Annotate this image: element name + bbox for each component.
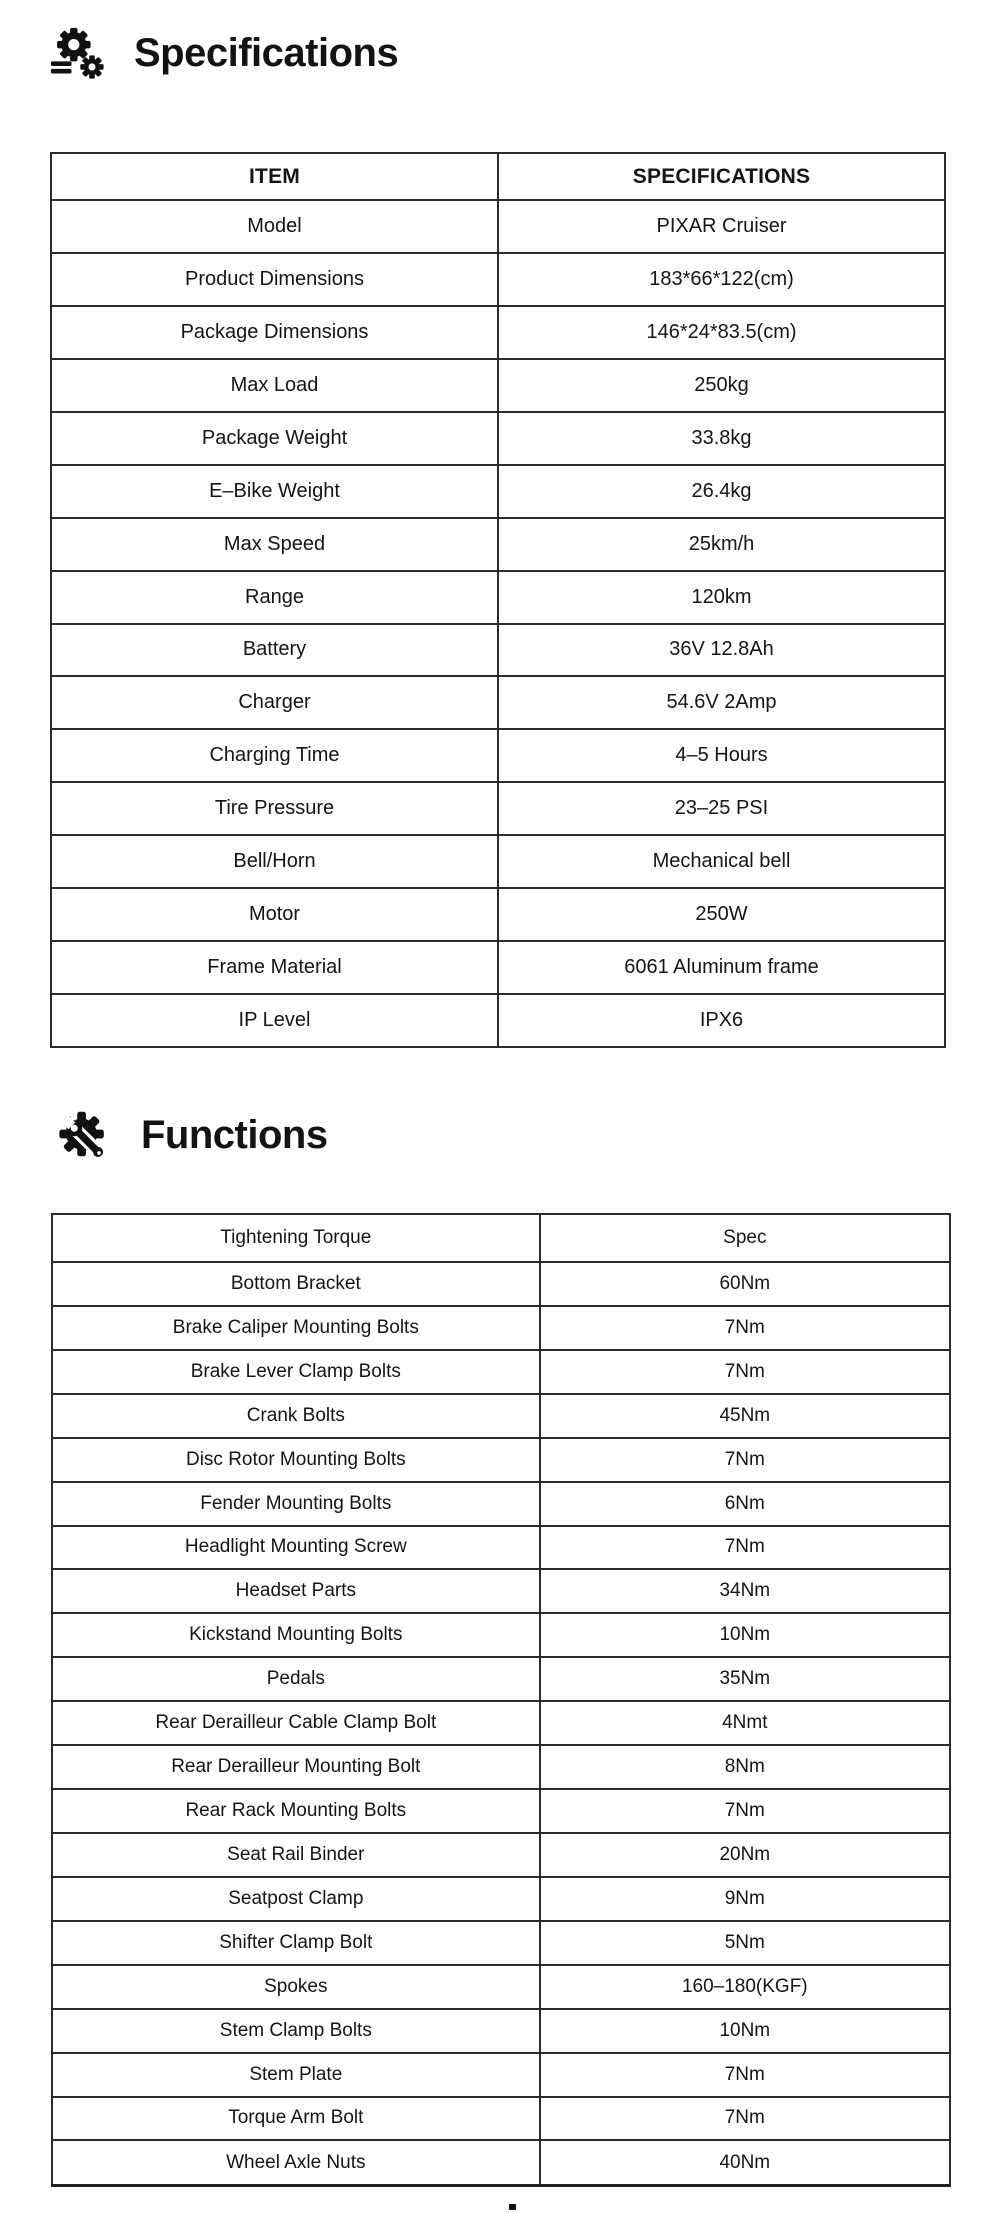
table-row [52, 1350, 950, 1394]
table-row [52, 2097, 950, 2141]
column-header-item: ITEM [51, 153, 498, 200]
functions-table-body [52, 1262, 950, 2186]
item-cell: Stem Clamp Bolts [52, 2009, 540, 2053]
item-cell: Seat Rail Binder [52, 1833, 540, 1877]
table-row [52, 2053, 950, 2097]
item-cell: Brake Caliper Mounting Bolts [52, 1306, 540, 1350]
value-cell: 45Nm [540, 1394, 950, 1438]
table-header-row [52, 1214, 950, 1262]
value-cell: 7Nm [540, 1306, 950, 1350]
value-cell: 7Nm [540, 1526, 950, 1570]
table-row [52, 1833, 950, 1877]
table-row [51, 782, 945, 835]
value-cell: 183*66*122(cm) [498, 253, 945, 306]
functions-heading [55, 1106, 328, 1164]
table-row [52, 1657, 950, 1701]
table-row [52, 1745, 950, 1789]
item-cell: Crank Bolts [52, 1394, 540, 1438]
item-cell: Battery [51, 624, 498, 677]
item-cell: Headset Parts [52, 1569, 540, 1613]
table-row [52, 1394, 950, 1438]
value-cell: 7Nm [540, 1438, 950, 1482]
cut-off-text-fragment [509, 2204, 516, 2210]
item-cell: Package Dimensions [51, 306, 498, 359]
item-cell: Torque Arm Bolt [52, 2097, 540, 2141]
table-row [51, 253, 945, 306]
item-cell: Stem Plate [52, 2053, 540, 2097]
value-cell: 54.6V 2Amp [498, 676, 945, 729]
table-row [51, 306, 945, 359]
item-cell: Range [51, 571, 498, 624]
table-row [51, 835, 945, 888]
gears-icon [50, 26, 106, 80]
item-cell: E–Bike Weight [51, 465, 498, 518]
table-row [51, 518, 945, 571]
item-cell: Disc Rotor Mounting Bolts [52, 1438, 540, 1482]
gear-wrench-icon [55, 1106, 113, 1164]
table-row [52, 1789, 950, 1833]
column-header-spec: Spec [540, 1214, 950, 1262]
item-cell: Rear Derailleur Mounting Bolt [52, 1745, 540, 1789]
item-cell: Motor [51, 888, 498, 941]
table-row [52, 2140, 950, 2185]
table-row [52, 1526, 950, 1570]
table-row [52, 1613, 950, 1657]
value-cell: Mechanical bell [498, 835, 945, 888]
value-cell: 5Nm [540, 1921, 950, 1965]
table-row [51, 941, 945, 994]
value-cell: 25km/h [498, 518, 945, 571]
item-cell: Kickstand Mounting Bolts [52, 1613, 540, 1657]
table-row [52, 1306, 950, 1350]
value-cell: 34Nm [540, 1569, 950, 1613]
value-cell: 10Nm [540, 2009, 950, 2053]
table-header-row [51, 153, 945, 200]
specifications-table [50, 152, 946, 1048]
table-row [51, 676, 945, 729]
item-cell: Max Load [51, 359, 498, 412]
specifications-heading [50, 25, 398, 81]
item-cell: Max Speed [51, 518, 498, 571]
value-cell: 33.8kg [498, 412, 945, 465]
table-row [51, 624, 945, 677]
value-cell: 7Nm [540, 2053, 950, 2097]
table-row [51, 200, 945, 253]
item-cell: Headlight Mounting Screw [52, 1526, 540, 1570]
value-cell: 4–5 Hours [498, 729, 945, 782]
item-cell: Tire Pressure [51, 782, 498, 835]
value-cell: 26.4kg [498, 465, 945, 518]
item-cell: Charger [51, 676, 498, 729]
item-cell: IP Level [51, 994, 498, 1047]
item-cell: Shifter Clamp Bolt [52, 1921, 540, 1965]
table-row [52, 1482, 950, 1526]
table-row [52, 2009, 950, 2053]
item-cell: Model [51, 200, 498, 253]
value-cell: 7Nm [540, 2097, 950, 2141]
specifications-table-body [51, 200, 945, 1047]
item-cell: Product Dimensions [51, 253, 498, 306]
item-cell: Pedals [52, 1657, 540, 1701]
table-row [51, 571, 945, 624]
table-row [52, 1262, 950, 1306]
functions-table [51, 1213, 951, 2187]
table-row [52, 1438, 950, 1482]
column-header-specifications: SPECIFICATIONS [498, 153, 945, 200]
table-row [51, 729, 945, 782]
value-cell: 250kg [498, 359, 945, 412]
functions-title: Functions [141, 1112, 328, 1157]
table-row [52, 1701, 950, 1745]
table-row [52, 1965, 950, 2009]
value-cell: 7Nm [540, 1789, 950, 1833]
table-row [51, 465, 945, 518]
value-cell: IPX6 [498, 994, 945, 1047]
item-cell: Bell/Horn [51, 835, 498, 888]
table-row [51, 359, 945, 412]
value-cell: 36V 12.8Ah [498, 624, 945, 677]
value-cell: 9Nm [540, 1877, 950, 1921]
item-cell: Bottom Bracket [52, 1262, 540, 1306]
value-cell: 250W [498, 888, 945, 941]
value-cell: 7Nm [540, 1350, 950, 1394]
item-cell: Wheel Axle Nuts [52, 2140, 540, 2185]
item-cell: Charging Time [51, 729, 498, 782]
table-row [51, 412, 945, 465]
table-row [51, 888, 945, 941]
table-row [51, 994, 945, 1047]
item-cell: Package Weight [51, 412, 498, 465]
value-cell: PIXAR Cruiser [498, 200, 945, 253]
value-cell: 146*24*83.5(cm) [498, 306, 945, 359]
value-cell: 60Nm [540, 1262, 950, 1306]
value-cell: 35Nm [540, 1657, 950, 1701]
item-cell: Frame Material [51, 941, 498, 994]
value-cell: 40Nm [540, 2140, 950, 2185]
specifications-title: Specifications [134, 30, 399, 75]
value-cell: 10Nm [540, 1613, 950, 1657]
value-cell: 20Nm [540, 1833, 950, 1877]
item-cell: Fender Mounting Bolts [52, 1482, 540, 1526]
value-cell: 160–180(KGF) [540, 1965, 950, 2009]
value-cell: 120km [498, 571, 945, 624]
value-cell: 6Nm [540, 1482, 950, 1526]
value-cell: 4Nmt [540, 1701, 950, 1745]
item-cell: Brake Lever Clamp Bolts [52, 1350, 540, 1394]
item-cell: Spokes [52, 1965, 540, 2009]
item-cell: Rear Rack Mounting Bolts [52, 1789, 540, 1833]
column-header-tightening-torque: Tightening Torque [52, 1214, 540, 1262]
value-cell: 23–25 PSI [498, 782, 945, 835]
value-cell: 8Nm [540, 1745, 950, 1789]
item-cell: Seatpost Clamp [52, 1877, 540, 1921]
item-cell: Rear Derailleur Cable Clamp Bolt [52, 1701, 540, 1745]
table-row [52, 1877, 950, 1921]
value-cell: 6061 Aluminum frame [498, 941, 945, 994]
table-row [52, 1921, 950, 1965]
table-row [52, 1569, 950, 1613]
